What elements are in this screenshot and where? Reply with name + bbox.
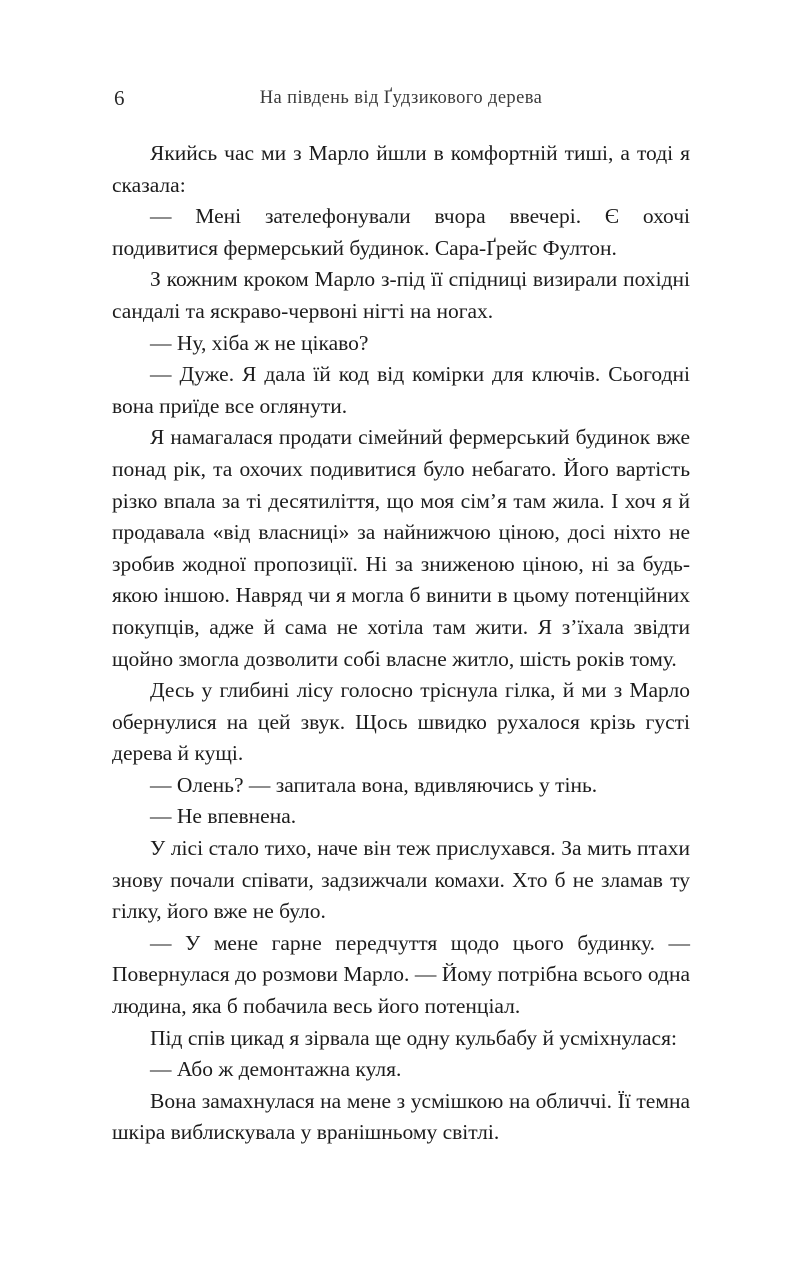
paragraph: Десь у глибині лісу голосно тріснула гілка, й ми з Марло обернулися на цей звук. Щось швидко рухалося крізь густі дерева й кущі. xyxy=(112,678,690,766)
paragraph: — Ну, хіба ж не цікаво? xyxy=(150,330,369,355)
paragraph: — У мене гарне передчуття щодо цього будинку. — Повернулася до розмови Марло. — Йому потрібна всього одна людина, яка б побачила весь його потенціал. xyxy=(112,930,690,1019)
paragraph: — Дуже. Я дала їй код від комірки для ключів. Сьогодні вона приїде все оглянути. xyxy=(112,362,690,418)
paragraph: — Або ж демонтажна куля. xyxy=(150,1057,402,1082)
paragraph: У лісі стало тихо, наче він теж прислухався. За мить птахи знову почали співати, задзижчали комахи. Хто б не зламав ту гілку, його вже не було. xyxy=(112,836,690,924)
paragraph: — Не впевнена. xyxy=(150,804,297,829)
paragraph: — Мені зателефонували вчора ввечері. Є охочі подивитися фермерський будинок. Сара-Ґрейс Фултон. xyxy=(112,204,690,260)
paragraph: Я намагалася продати сімейний фермерський будинок вже понад рік, та охочих подивитися було небагато. Його вартість різко впала за ті десятиліття, що моя сім’я там жила. І хоч я й продавала «від власниці» за найнижчою ціною, досі ніхто не зробив жодної пропозиції. Ні за зниженою ціною, ні за будь-якою іншою. Навряд чи я могла б винити в цьому потенційних покупців, адже й сама не хотіла там жити. Я з’їхала звідти щойно змогла дозволити собі власне житло, шість років тому. xyxy=(112,425,690,671)
page-header xyxy=(112,86,690,116)
paragraph: Під спів цикад я зірвала ще одну кульбабу й усміхнулася: xyxy=(150,1025,677,1050)
running-title: На південь від Ґудзикового дерева xyxy=(259,88,543,108)
page-number: 6 xyxy=(114,86,125,110)
paragraph: — Олень? — запитала вона, вдивляючись у тінь. xyxy=(150,772,598,797)
body-text xyxy=(112,138,690,1149)
paragraph: З кожним кроком Марло з-під її спідниці визирали похідні сандалі та яскраво-червоні нігті на ногах. xyxy=(112,267,690,323)
paragraph: Якийсь час ми з Марло йшли в комфортній тиші, а тоді я сказала: xyxy=(112,141,690,197)
paragraph: Вона замахнулася на мене з усмішкою на обличчі. Її темна шкіра виблискувала у вранішньому світлі. xyxy=(112,1088,690,1145)
